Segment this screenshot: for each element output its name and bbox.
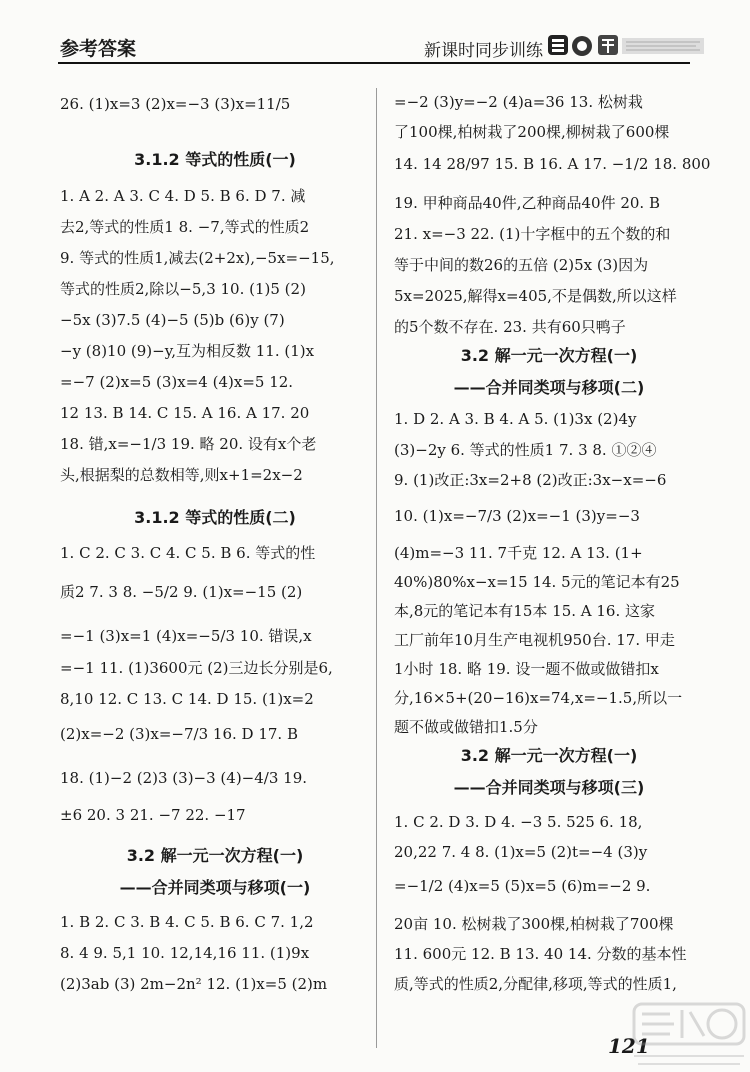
answer-line: −5x (3)7.5 (4)−5 (5)b (6)y (7) xyxy=(60,311,285,329)
answer-line: 26. (1)x=3 (2)x=−3 (3)x=11/5 xyxy=(60,95,291,113)
answer-line: 工厂前年10月生产电视机950台. 17. 甲走 xyxy=(394,631,675,649)
answer-line: (4)m=−3 11. 7千克 12. A 13. (1+ xyxy=(394,544,643,562)
page-number: 121 xyxy=(608,1034,650,1058)
answer-line: (2)x=−2 (3)x=−7/3 16. D 17. B xyxy=(60,725,298,743)
answer-line: 11. 600元 12. B 13. 40 14. 分数的基本性 xyxy=(394,945,687,963)
answer-line: 本,8元的笔记本有15本 15. A 16. 这家 xyxy=(394,602,656,620)
answer-line: 12 13. B 14. C 15. A 16. A 17. 20 xyxy=(60,404,310,422)
answer-line: 21. x=−3 22. (1)十字框中的五个数的和 xyxy=(394,225,671,243)
answer-line: =−7 (2)x=5 (3)x=4 (4)x=5 12. xyxy=(60,373,294,391)
section-heading: 3.2 解一元一次方程(一) xyxy=(460,746,638,765)
answer-line: 1. A 2. A 3. C 4. D 5. B 6. D 7. 减 xyxy=(60,187,306,205)
series-logo-icon xyxy=(546,32,706,60)
section-heading: 3.1.2 等式的性质(二) xyxy=(134,508,296,527)
answer-line: 质2 7. 3 8. −5/2 9. (1)x=−15 (2) xyxy=(60,583,303,601)
section-subheading: ——合并同类项与移项(二) xyxy=(453,378,645,397)
section-heading: 3.1.2 等式的性质(一) xyxy=(134,150,296,169)
answer-line: 的5个数不存在. 23. 共有60只鸭子 xyxy=(394,318,626,336)
answer-line: 10. (1)x=−7/3 (2)x=−1 (3)y=−3 xyxy=(394,507,640,525)
header-book-title: 新课时同步训练 xyxy=(424,41,543,61)
answer-line: =−1/2 (4)x=5 (5)x=5 (6)m=−2 9. xyxy=(394,877,651,895)
page-header xyxy=(0,0,750,66)
answer-line: (2)3ab (3) 2m−2n² 12. (1)x=5 (2)m xyxy=(60,975,328,993)
section-subheading: ——合并同类项与移项(一) xyxy=(119,878,311,897)
column-divider xyxy=(376,88,377,1048)
answer-line: 1小时 18. 略 19. 设一题不做或做错扣x xyxy=(394,660,659,678)
answer-line: (3)−2y 6. 等式的性质1 7. 3 8. ①②④ xyxy=(394,441,657,459)
answer-line: 18. (1)−2 (2)3 (3)−3 (4)−4/3 19. xyxy=(60,769,308,787)
header-left-title: 参考答案 xyxy=(60,38,137,60)
watermark-stamp-icon xyxy=(630,1000,748,1070)
answer-line: =−2 (3)y=−2 (4)a=36 13. 松树栽 xyxy=(394,93,643,111)
answer-line: 题不做或做错扣1.5分 xyxy=(394,718,538,736)
answer-line: 1. C 2. D 3. D 4. −3 5. 525 6. 18, xyxy=(394,813,643,831)
section-heading: 3.2 解一元一次方程(一) xyxy=(460,346,638,365)
answer-line: 质,等式的性质2,分配律,移项,等式的性质1, xyxy=(394,975,677,993)
answer-line: 14. 14 28/97 15. B 16. A 17. −1/2 18. 800 xyxy=(394,155,711,173)
answer-line: 头,根据梨的总数相等,则x+1=2x−2 xyxy=(60,466,303,484)
answer-line: 40%)80%x−x=15 14. 5元的笔记本有25 xyxy=(394,573,680,591)
answer-line: 分,16×5+(20−16)x=74,x=−1.5,所以一 xyxy=(394,689,683,707)
answer-line: 18. 错,x=−1/3 19. 略 20. 设有x个老 xyxy=(60,435,317,453)
answer-line: 20,22 7. 4 8. (1)x=5 (2)t=−4 (3)y xyxy=(394,843,648,861)
answer-line: 1. C 2. C 3. C 4. C 5. B 6. 等式的性 xyxy=(60,544,316,562)
answer-line: 等式的性质2,除以−5,3 10. (1)5 (2) xyxy=(60,280,306,298)
answer-line: =−1 11. (1)3600元 (2)三边长分别是6, xyxy=(60,659,333,677)
answer-line: 1. B 2. C 3. B 4. C 5. B 6. C 7. 1,2 xyxy=(60,913,314,931)
answer-line: =−1 (3)x=1 (4)x=−5/3 10. 错误,x xyxy=(60,627,312,645)
answer-line: 5x=2025,解得x=405,不是偶数,所以这样 xyxy=(394,287,677,305)
answer-line: 1. D 2. A 3. B 4. A 5. (1)3x (2)4y xyxy=(394,410,637,428)
answer-line: 9. (1)改正:3x=2+8 (2)改正:3x−x=−6 xyxy=(394,471,667,489)
answer-line: 8. 4 9. 5,1 10. 12,14,16 11. (1)9x xyxy=(60,944,310,962)
answer-line: 9. 等式的性质1,减去(2+2x),−5x=−15, xyxy=(60,249,335,267)
section-heading: 3.2 解一元一次方程(一) xyxy=(126,846,304,865)
answer-line: 19. 甲种商品40件,乙种商品40件 20. B xyxy=(394,194,660,212)
answer-line: ±6 20. 3 21. −7 22. −17 xyxy=(60,806,246,824)
answer-line: 了100棵,柏树栽了200棵,柳树栽了600棵 xyxy=(394,123,670,141)
answer-line: 8,10 12. C 13. C 14. D 15. (1)x=2 xyxy=(60,690,314,708)
section-subheading: ——合并同类项与移项(三) xyxy=(453,778,645,797)
answer-line: 等于中间的数26的五倍 (2)5x (3)因为 xyxy=(394,256,649,274)
answer-line: −y (8)10 (9)−y,互为相反数 11. (1)x xyxy=(60,342,315,360)
answer-line: 去2,等式的性质1 8. −7,等式的性质2 xyxy=(60,218,310,236)
answer-line: 20亩 10. 松树栽了300棵,柏树栽了700棵 xyxy=(394,915,674,933)
header-rule xyxy=(58,62,690,64)
